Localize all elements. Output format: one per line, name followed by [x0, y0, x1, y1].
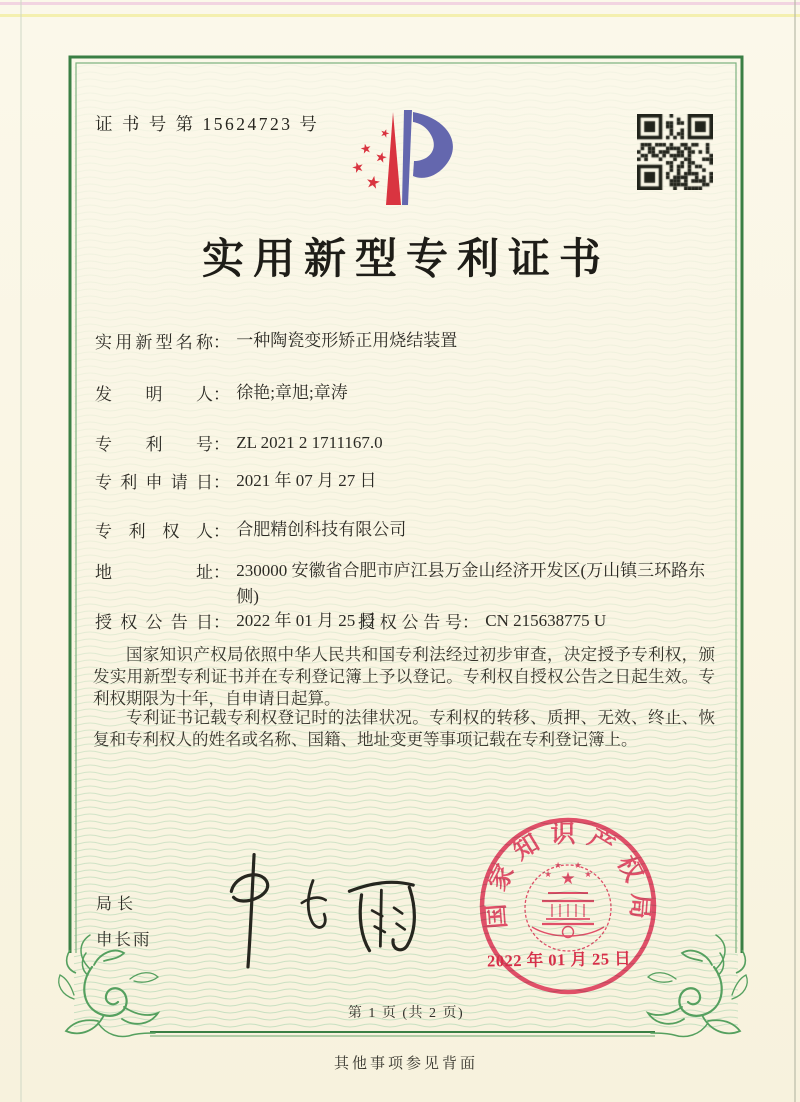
field-row-patent-number	[95, 430, 720, 456]
legal-paragraph: 专利证书记载专利权登记时的法律状况。专利权的转移、质押、无效、终止、恢复和专利权人的姓名或名称、国籍、地址变更等事项记载在专利登记簿上。	[93, 708, 715, 750]
field-value: ZL 2021 2 1711167.0	[236, 433, 383, 452]
star-icon: ★	[560, 869, 576, 888]
field-label: 专利号	[95, 435, 213, 454]
star-icon: ★	[544, 869, 552, 879]
field-label: 专利申请日	[95, 473, 213, 492]
page-number: 第 1 页 (共 2 页)	[347, 1006, 465, 1021]
field-value: 一种陶瓷变形矫正用烧结装置	[236, 331, 458, 350]
seal-text: 国家知识产权局	[481, 820, 655, 930]
field-row-filing-date	[95, 468, 720, 494]
certificate-number: 证 书 号 第 15624723 号	[95, 114, 320, 134]
field-label: 发明人	[95, 385, 213, 404]
field-colon: ：	[213, 333, 230, 352]
field-colon: ：	[213, 522, 230, 541]
field-label: 实用新型名称	[95, 333, 213, 352]
field-row-inventors	[95, 380, 720, 406]
field-colon: ：	[213, 563, 230, 582]
star-icon: ★	[363, 171, 383, 194]
seal-date: 2022 年 01 月 25 日	[486, 949, 632, 971]
field-value: 230000 安徽省合肥市庐江县万金山经济开发区(万山镇三环路东侧)	[236, 561, 706, 606]
back-side-note: 其他事项参见背面	[333, 1056, 478, 1072]
field-row-patentee	[95, 517, 720, 543]
director-title: 局长	[96, 896, 139, 913]
star-icon: ★	[574, 860, 582, 870]
field-row-address	[95, 558, 720, 609]
field-colon: ：	[213, 435, 230, 454]
director-signature	[220, 842, 439, 974]
field-colon: ：	[462, 613, 479, 632]
star-icon: ★	[584, 869, 592, 879]
field-label: 地址	[95, 563, 213, 582]
field-row-name	[95, 328, 720, 354]
field-colon: ：	[213, 385, 230, 404]
field-colon: ：	[213, 613, 230, 632]
field-value: 2022 年 01 月 25 日	[236, 611, 377, 630]
field-value: 徐艳;章旭;章涛	[236, 383, 348, 402]
star-icon: ★	[378, 126, 392, 142]
cnipa-logo-icon	[333, 103, 473, 218]
director-name: 申长雨	[96, 931, 152, 949]
field-label: 专利权人	[95, 522, 213, 541]
grant-number-group	[358, 608, 606, 634]
field-value: 2021 年 07 月 27 日	[236, 471, 377, 490]
star-icon: ★	[358, 139, 374, 158]
field-label: 授权公告日	[95, 613, 213, 632]
cnipa-official-seal	[466, 811, 674, 1011]
field-label: 授权公告号	[358, 613, 462, 632]
star-icon: ★	[554, 860, 562, 870]
field-value: CN 215638775 U	[485, 611, 607, 630]
field-row-grant	[95, 608, 720, 634]
legal-paragraph: 国家知识产权局依照中华人民共和国专利法经过初步审查，决定授予专利权，颁发实用新型专利证书并在专利登记簿上予以登记。专利权自授权公告之日起生效。专利权期限为十年，自申请日起算。	[93, 645, 715, 709]
certificate-title: 实用新型专利证书	[201, 237, 610, 283]
field-colon: ：	[213, 473, 230, 492]
star-icon: ★	[372, 149, 389, 168]
star-icon: ★	[350, 159, 367, 178]
qr-code	[637, 114, 713, 190]
field-value: 合肥精创科技有限公司	[236, 520, 407, 539]
